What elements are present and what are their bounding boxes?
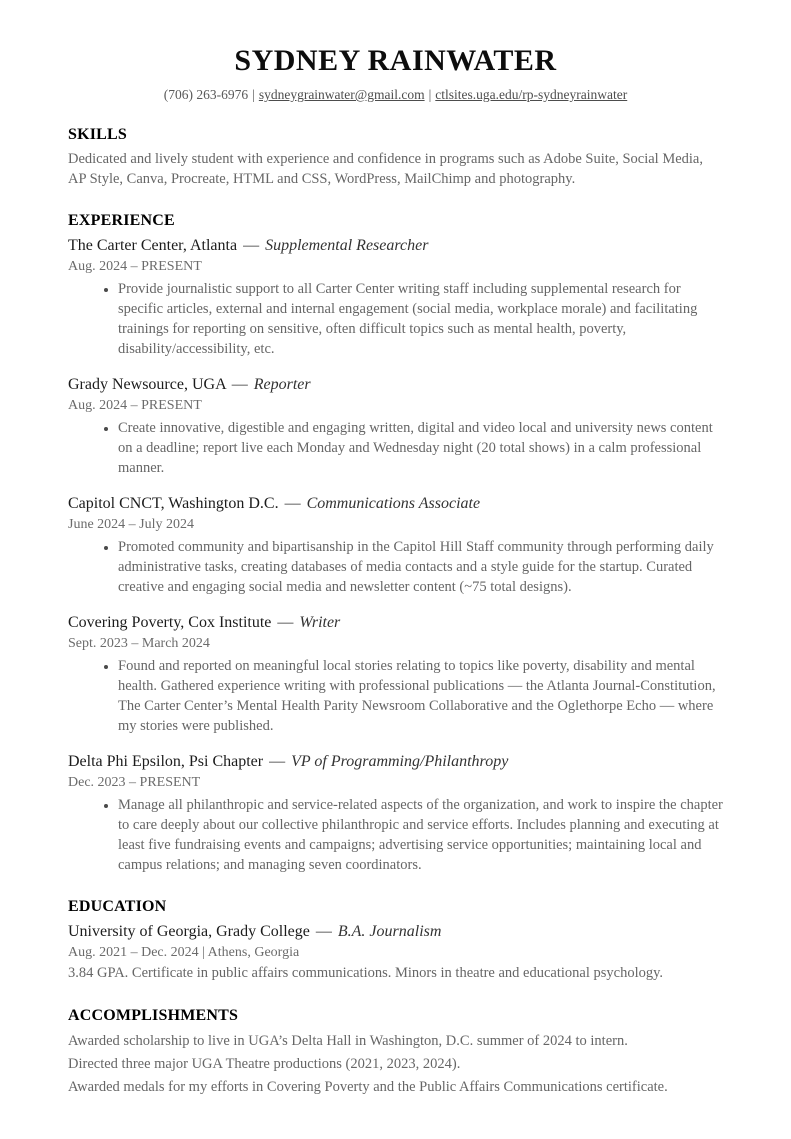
job-role: VP of Programming/Philanthropy bbox=[291, 753, 509, 770]
skills-section bbox=[68, 126, 723, 189]
experience-entry-carter-center bbox=[68, 235, 723, 359]
job-org: Grady Newsource, UGA bbox=[68, 376, 226, 393]
job-dash: — bbox=[269, 753, 286, 770]
job-bullet-list bbox=[68, 795, 723, 875]
job-bullet: • Provide journalistic support to all Carter Center writing staff including supplemental research for specific articles, external and internal engagement (social media, workplace morale) and facilitating trainings for reporting on sensitive, often difficult topics such as mental health, poverty, disability/accessibility, etc. bbox=[118, 279, 723, 359]
job-org: Covering Poverty, Cox Institute bbox=[68, 614, 272, 631]
education-heading: EDUCATION bbox=[68, 898, 167, 915]
job-dash: — bbox=[231, 376, 248, 393]
accomplishments-heading: ACCOMPLISHMENTS bbox=[68, 1007, 239, 1024]
job-bullet: • Found and reported on meaningful local stories relating to topics like poverty, disability and mental health. Gathered experience writing with professional publications — the Atlanta Journal-Constitution, The Carter Center’s Mental Health Parity Newsroom Collaborative and the Oglethorpe Echo — where my stories were published. bbox=[118, 656, 723, 736]
education-dash: — bbox=[315, 923, 332, 940]
job-role: Reporter bbox=[253, 376, 311, 393]
job-dates: Sept. 2023 – March 2024 bbox=[68, 636, 210, 651]
contact-separator: | bbox=[252, 87, 255, 102]
accomplishment-item: Awarded scholarship to live in UGA’s Delta Hall in Washington, D.C. summer of 2024 to intern. bbox=[68, 1033, 628, 1049]
job-dates: Dec. 2023 – PRESENT bbox=[68, 775, 201, 790]
experience-section bbox=[68, 212, 723, 875]
resume-name: SYDNEY RAINWATER bbox=[234, 44, 557, 77]
job-dates: Aug. 2024 – PRESENT bbox=[68, 259, 202, 274]
job-dash: — bbox=[243, 237, 260, 254]
job-role: Communications Associate bbox=[306, 495, 481, 512]
contact-separator: | bbox=[428, 87, 432, 102]
resume-header bbox=[68, 44, 723, 103]
job-title-line bbox=[68, 493, 723, 514]
skills-summary: Dedicated and lively student with experience and confidence in programs such as Adobe Suite, Social Media, AP Style, Canva, Procreate, HTML and CSS, WordPress, MailChimp and photography. bbox=[68, 151, 703, 187]
job-dates: June 2024 – July 2024 bbox=[68, 517, 194, 532]
job-org: The Carter Center, Atlanta bbox=[68, 237, 238, 254]
education-degree: B.A. Journalism bbox=[337, 923, 442, 940]
experience-heading: EXPERIENCE bbox=[68, 212, 175, 229]
email-link[interactable]: sydneygrainwater@gmail.com bbox=[258, 87, 425, 102]
education-dates-location: Aug. 2021 – Dec. 2024 | Athens, Georgia bbox=[68, 945, 300, 960]
job-dash: — bbox=[277, 614, 294, 631]
education-section bbox=[68, 898, 723, 984]
experience-entry-delta-phi-epsilon bbox=[68, 751, 723, 875]
job-dates: Aug. 2024 – PRESENT bbox=[68, 398, 202, 413]
education-school-line bbox=[68, 921, 723, 942]
accomplishment-item: Awarded medals for my efforts in Covering Poverty and the Public Affairs Communications certificate. bbox=[68, 1079, 668, 1095]
job-role: Writer bbox=[299, 614, 341, 631]
job-bullet: • Manage all philanthropic and service-related aspects of the organization, and work to inspire the chapter to care deeply about our collective philanthropic and service efforts. Includes planning and executing at least five fundraising events and campaigns; advertising service opportunities; maintaining local and campus relations; and managing seven coordinators. bbox=[118, 795, 723, 875]
job-role: Supplemental Researcher bbox=[265, 237, 429, 254]
job-bullet-list bbox=[68, 418, 723, 478]
contact-line bbox=[68, 87, 723, 103]
experience-entry-grady-newsource bbox=[68, 374, 723, 478]
job-bullet: • Promoted community and bipartisanship in the Capitol Hill Staff community through performing daily administrative tasks, creating databases of media contacts and a style guide for the startup. Curated creative and engaging social media and newsletter content (~75 total designs). bbox=[118, 537, 723, 597]
website-link[interactable]: ctlsites.uga.edu/rp-sydneyrainwater bbox=[435, 87, 628, 102]
job-title-line bbox=[68, 374, 723, 395]
job-dash: — bbox=[284, 495, 301, 512]
job-bullet-list bbox=[68, 656, 723, 736]
accomplishments-section bbox=[68, 1007, 723, 1099]
accomplishment-item: Directed three major UGA Theatre productions (2021, 2023, 2024). bbox=[68, 1056, 461, 1072]
experience-entry-capitol-cnct bbox=[68, 493, 723, 597]
job-org: Capitol CNCT, Washington D.C. bbox=[68, 495, 279, 512]
job-bullet-list bbox=[68, 279, 723, 359]
phone-number: (706) 263-6976 bbox=[163, 87, 249, 102]
job-bullet: • Create innovative, digestible and engaging written, digital and video local and university news content on a deadline; report live each Monday and Wednesday night (20 total shows) in a calm professional manner. bbox=[118, 418, 723, 478]
job-title-line bbox=[68, 751, 723, 772]
job-title-line bbox=[68, 235, 723, 256]
job-org: Delta Phi Epsilon, Psi Chapter bbox=[68, 753, 264, 770]
skills-heading: SKILLS bbox=[68, 126, 128, 143]
job-title-line bbox=[68, 612, 723, 633]
education-details: 3.84 GPA. Certificate in public affairs communications. Minors in theatre and educational psychology. bbox=[68, 965, 664, 981]
experience-entry-covering-poverty bbox=[68, 612, 723, 736]
education-school: University of Georgia, Grady College bbox=[68, 923, 310, 940]
job-bullet-list bbox=[68, 537, 723, 597]
